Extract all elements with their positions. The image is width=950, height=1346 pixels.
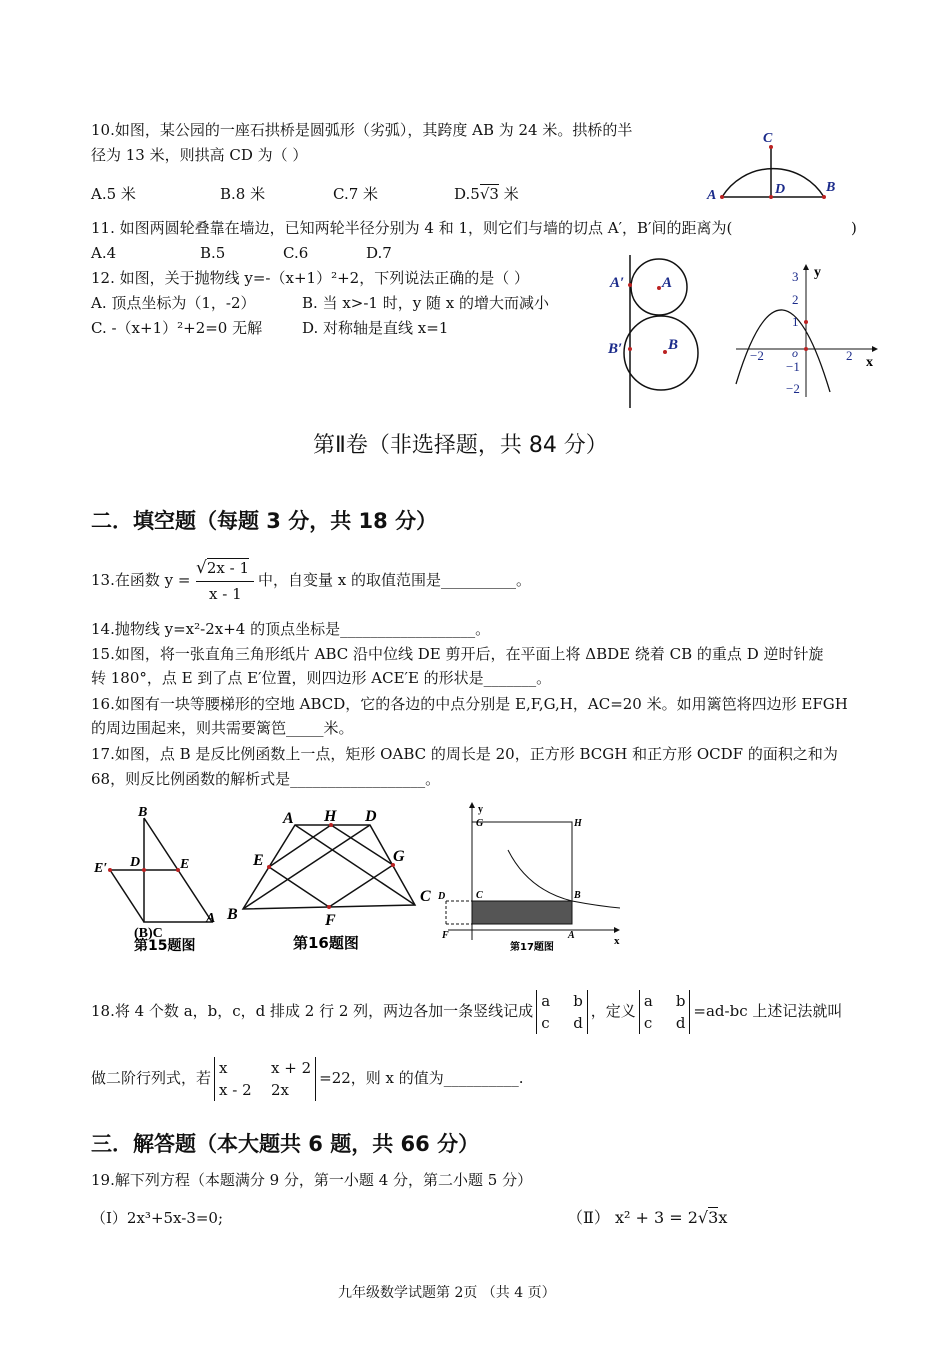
figure-17	[438, 800, 628, 952]
q18-line2	[91, 1052, 524, 1104]
q12-option-b: B. 当 x>-1 时，y 随 x 的增大而减小	[302, 294, 549, 312]
q10-line1: 10.如图，某公园的一座石拱桥是圆弧形（劣弧），其跨度 AB 为 24 米。拱桥的半	[91, 121, 633, 139]
label-b: B	[138, 805, 148, 820]
label-c: C	[476, 890, 483, 901]
label-b: B	[668, 337, 679, 353]
axis-y-label: y	[814, 265, 821, 280]
label-bc: (B)C	[134, 926, 163, 941]
figure-15-caption: 第15题图	[134, 938, 196, 954]
q18-suffix: =ad-bc 上述记法就叫	[693, 1002, 843, 1020]
q11-option-d: D.7	[366, 244, 392, 262]
origin-label: o	[792, 346, 798, 360]
tick-y-neg1: −1	[786, 359, 800, 374]
label-d: D	[365, 808, 377, 825]
label-d: D	[130, 855, 141, 870]
q19-part1: （Ⅰ）2x³+5x-3=0;	[91, 1209, 224, 1227]
q10-option-d: D.5√3 米	[454, 185, 519, 203]
tick-y-2: 2	[792, 292, 799, 307]
axis-x-label: x	[614, 935, 620, 947]
q12-option-a: A. 顶点坐标为（1，-2）	[91, 294, 256, 312]
tick-y-1: 1	[792, 314, 799, 329]
q16-line1: 16.如图有一块等腰梯形的空地 ABCD，它的各边的中点分别是 E,F,G,H，AC=20 米。如用篱笆将四边形 EFGH	[91, 695, 848, 713]
q13-suffix: 中，自变量 x 的取值范围是__________。	[258, 571, 531, 589]
q11-line1: 11. 如图两圆轮叠靠在墙边，已知两轮半径分别为 4 和 1，则它们与墙的切点 A′，B′间的距离为(	[91, 219, 733, 237]
q13-prefix: 13.在函数 y =	[91, 571, 191, 589]
label-b: B	[826, 180, 836, 195]
q16-line2: 的周边围起来，则共需要篱笆_____米。	[91, 719, 354, 737]
part-two-title: 第Ⅱ卷（非选择题，共 84 分）	[313, 433, 608, 458]
section-three-heading: 三．解答题（本大题共 6 题，共 66 分）	[91, 1132, 480, 1156]
label-e-prime: E′	[94, 861, 108, 876]
q15-line2: 转 180°，点 E 到了点 E′位置，则四边形 ACE′E 的形状是_______。	[91, 669, 552, 687]
determinant-2: a b c d	[639, 990, 691, 1034]
label-a: A	[283, 810, 294, 827]
figure-16-caption: 第16题图	[293, 934, 359, 952]
tick-y-neg2: −2	[786, 381, 800, 396]
q18-prefix: 18.将 4 个数 a，b，c，d 排成 2 行 2 列，两边各加一条竖线记成	[91, 1002, 534, 1020]
determinant-1: a b c d	[536, 990, 588, 1034]
tick-x-neg2: −2	[750, 348, 764, 363]
label-h: H	[574, 818, 582, 829]
tick-y-3: 3	[792, 269, 799, 284]
q17-line1: 17.如图，点 B 是反比例函数上一点，矩形 OABC 的周长是 20，正方形 BCGH 和正方形 OCDF 的面积之和为	[91, 745, 838, 763]
q14: 14.抛物线 y=x²-2x+4 的顶点坐标是__________________。	[91, 620, 491, 638]
figure-17-caption: 第17题图	[510, 942, 554, 952]
label-a: A	[662, 275, 673, 291]
label-e: E	[180, 857, 190, 872]
section-two-heading: 二．填空题（每题 3 分，共 18 分）	[91, 509, 438, 533]
q11-option-a: A.4	[91, 244, 117, 262]
q10-option-b: B.8 米	[220, 185, 266, 203]
q13-numerator: √2x - 1	[196, 558, 249, 578]
q10-option-c: C.7 米	[333, 185, 379, 203]
q19-line1: 19.解下列方程（本题满分 9 分，第一小题 4 分，第二小题 5 分）	[91, 1171, 533, 1189]
q11-close: )	[851, 219, 857, 237]
label-d: D	[438, 891, 446, 902]
label-d: D	[775, 182, 786, 197]
parabola-figure	[732, 262, 882, 402]
q18-line2-suffix: =22，则 x 的值为__________.	[319, 1069, 524, 1087]
q13-denominator: x - 1	[209, 585, 242, 603]
label-c: C	[420, 888, 431, 905]
q17-line2: 68，则反比例函数的解析式是__________________。	[91, 770, 441, 788]
label-f: F	[442, 930, 449, 941]
label-g: G	[393, 848, 405, 865]
figure-16	[225, 805, 440, 955]
q19-part2: （Ⅱ） x² + 3 = 2√3x	[567, 1208, 728, 1227]
label-g: G	[476, 818, 484, 829]
label-e: E	[253, 852, 264, 869]
page-footer: 九年级数学试题第 2页 （共 4 页）	[338, 1285, 556, 1301]
label-a: A	[568, 930, 575, 941]
q13-fraction-bar	[196, 581, 254, 582]
label-a-prime: A′	[610, 275, 625, 291]
q11-option-b: B.5	[200, 244, 226, 262]
label-c: C	[763, 131, 773, 146]
determinant-3: x x + 2 x - 2 2x	[214, 1057, 316, 1101]
label-f: F	[325, 912, 336, 929]
q18-line2-prefix: 做二阶行列式，若	[91, 1069, 212, 1087]
q10-option-a: A.5 米	[91, 185, 136, 203]
label-b-prime: B′	[608, 341, 623, 357]
q12-option-c: C. -（x+1）²+2=0 无解	[91, 319, 263, 337]
label-b: B	[574, 890, 581, 901]
axis-y-label: y	[478, 804, 483, 815]
two-wheels-figure	[600, 255, 700, 413]
figure-15	[90, 802, 230, 954]
label-b: B	[227, 906, 238, 923]
q11-option-c: C.6	[283, 244, 309, 262]
q18-middle: ，定义	[590, 1002, 636, 1020]
arch-bridge-figure	[700, 125, 850, 205]
label-h: H	[324, 808, 337, 825]
q18-line1	[91, 986, 842, 1036]
label-a: A	[707, 188, 717, 203]
q15-line1: 15.如图，将一张直角三角形纸片 ABC 沿中位线 DE 剪开后，在平面上将 ΔBDE 绕着 CB 的重点 D 逆时针旋	[91, 645, 824, 663]
q12-option-d: D. 对称轴是直线 x=1	[302, 319, 449, 337]
q10-line2: 径为 13 米，则拱高 CD 为（ ）	[91, 146, 308, 164]
label-a: A	[206, 911, 216, 926]
q12-line1: 12. 如图，关于抛物线 y=-（x+1）²+2，下列说法正确的是（ ）	[91, 269, 529, 287]
tick-x-2: 2	[846, 348, 853, 363]
axis-x-label: x	[866, 355, 873, 370]
